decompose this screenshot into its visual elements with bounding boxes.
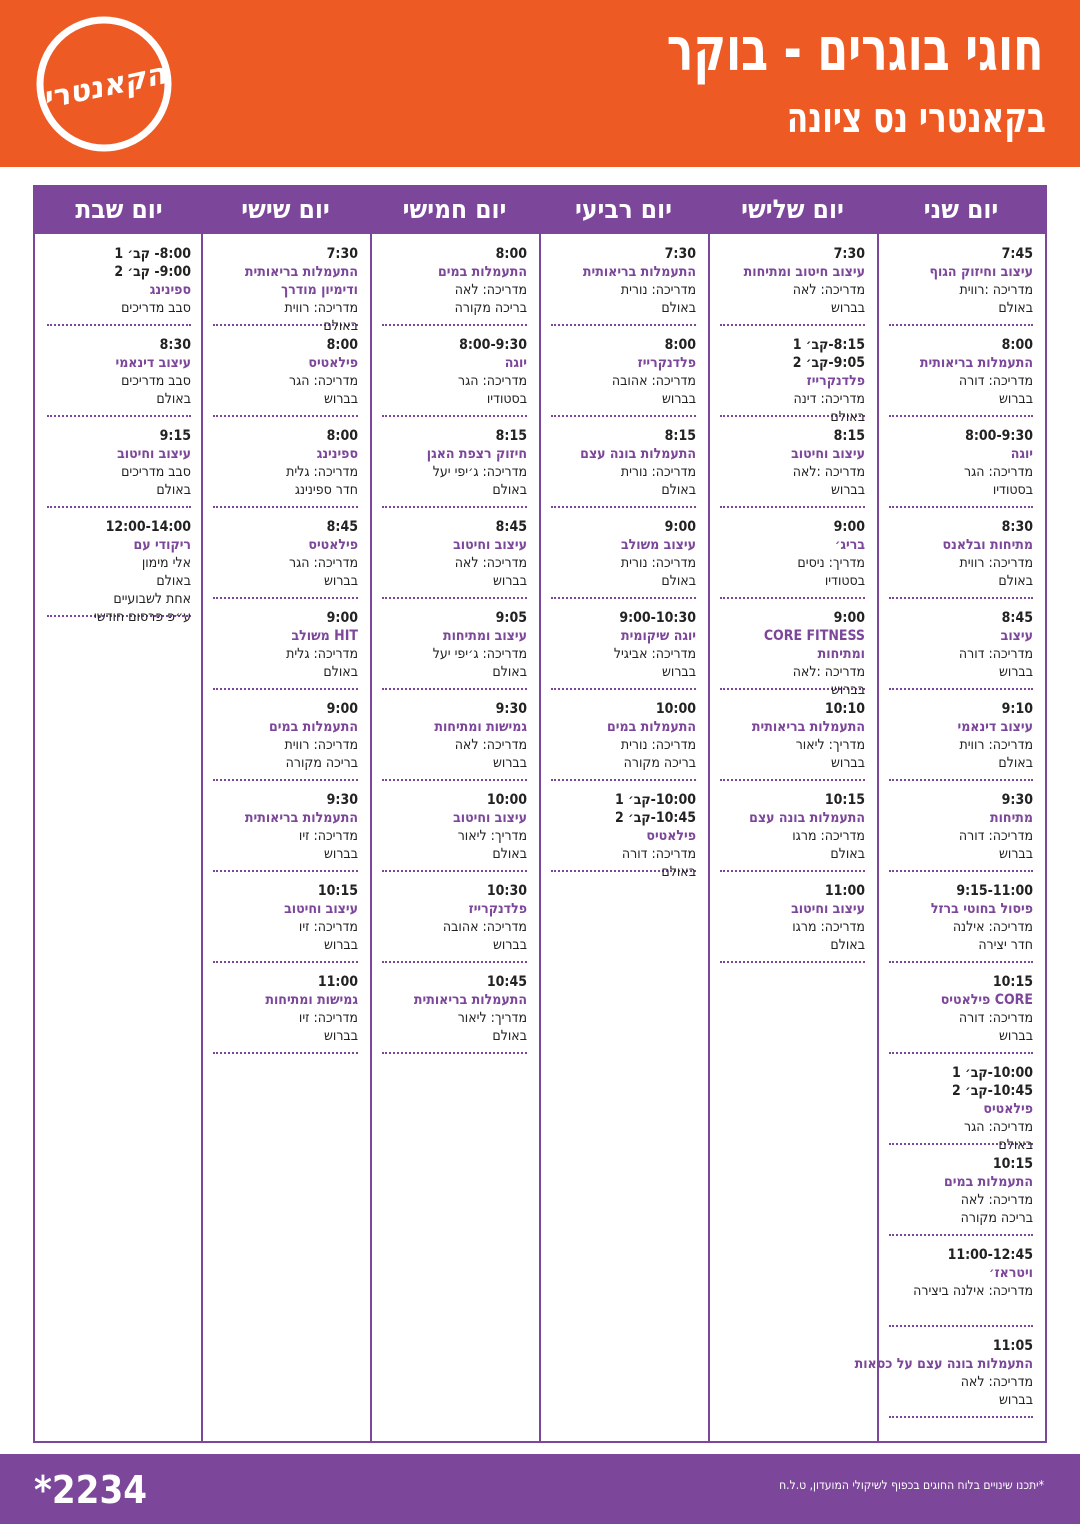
class-time: 7:30 xyxy=(326,246,358,262)
class-entry[interactable] xyxy=(720,791,865,872)
class-name: התעמלות במים xyxy=(607,719,696,735)
class-time: 10:00 xyxy=(655,701,696,717)
class-list xyxy=(382,245,527,1064)
class-instructor: מדריכה: זיו xyxy=(298,1010,358,1026)
class-time: 8:15 xyxy=(664,428,696,444)
class-name: עיצוב וחיטוב xyxy=(453,810,527,826)
class-location: באולם xyxy=(492,846,527,862)
class-name: פילאטיס xyxy=(646,828,696,844)
class-instructor: מדריכה: דינה xyxy=(793,391,865,407)
class-location: באולם xyxy=(156,391,191,407)
class-time: 10:30 xyxy=(486,883,527,899)
phone-number[interactable]: *2234 xyxy=(34,1468,148,1512)
class-location: אחת לשבועיים xyxy=(113,591,191,607)
class-name: ספינינג xyxy=(316,446,358,462)
class-instructor: סבב מדריכים xyxy=(121,464,191,480)
class-name: עיצוב וחיטוב xyxy=(284,901,358,917)
class-instructor: מדריכה :לאה xyxy=(792,464,865,480)
class-name: עיצוב וחיטוב xyxy=(117,446,191,462)
class-name: CORE פילאטיס xyxy=(940,992,1033,1008)
class-list xyxy=(551,245,696,882)
class-location: באולם xyxy=(156,573,191,589)
class-instructor: סבב מדריכים xyxy=(121,373,191,389)
class-time: 9:00 xyxy=(833,519,865,535)
class-instructor: מדריכה: לאה xyxy=(960,1374,1033,1390)
class-location: בברוש xyxy=(323,846,358,862)
page-title: חוגי בוגרים - בוקר xyxy=(667,15,1044,85)
class-instructor: מדריכה: ג׳יפי יעל xyxy=(432,464,527,480)
class-location: באולם xyxy=(492,482,527,498)
class-entry[interactable] xyxy=(889,518,1033,599)
class-instructor: מדריכה: הגר xyxy=(963,1119,1033,1135)
class-list xyxy=(213,245,358,1064)
class-name: התעמלות בריאותית xyxy=(413,992,527,1008)
class-entry[interactable] xyxy=(551,336,696,417)
class-time: 8:45 xyxy=(495,519,527,535)
class-location: בברוש xyxy=(998,1028,1033,1044)
class-location: בברוש xyxy=(830,682,865,698)
class-time-2: 10:45-קב׳ 2 xyxy=(951,1083,1033,1099)
class-time: 11:00 xyxy=(824,883,865,899)
class-name: יוגה שיקומית xyxy=(621,628,696,644)
class-name: התעמלות בונה עצם xyxy=(580,446,696,462)
class-entry[interactable] xyxy=(889,336,1033,417)
class-time: 9:00-10:30 xyxy=(619,610,696,626)
class-time: 8:45 xyxy=(326,519,358,535)
class-instructor: מדריכה: אילנה xyxy=(952,919,1033,935)
class-entry[interactable] xyxy=(720,336,865,425)
class-time: 10:00-קב׳ 1 xyxy=(951,1065,1033,1081)
class-name: התעמלות בונה עצם xyxy=(749,810,865,826)
class-entry[interactable] xyxy=(382,700,527,781)
class-time: 8:00 xyxy=(664,337,696,353)
class-instructor: מדריכה: דורה xyxy=(958,1010,1033,1026)
class-instructor: מדריכה: רווית xyxy=(959,737,1033,753)
class-instructor: מדריכה: נורית xyxy=(620,282,696,298)
class-time: 9:15 xyxy=(159,428,191,444)
class-list xyxy=(720,245,865,973)
class-instructor: מדריך: ליאור xyxy=(457,1010,527,1026)
day-header: יום רביעי xyxy=(574,195,673,225)
class-time: 8:00 xyxy=(495,246,527,262)
class-time: 8:30 xyxy=(159,337,191,353)
class-location: בריכה מקורה xyxy=(960,1210,1033,1226)
class-instructor: מדריכה: אהובה xyxy=(611,373,696,389)
class-time: 8:00 xyxy=(326,337,358,353)
class-name: התעמלות במים xyxy=(269,719,358,735)
class-instructor: מדריך: ניסים xyxy=(797,555,865,571)
class-name: מתיחות ובלאנס xyxy=(942,537,1033,553)
class-location: בריכה מקורה xyxy=(623,755,696,771)
class-entry[interactable] xyxy=(889,427,1033,508)
class-time: 10:00-קב׳ 1 xyxy=(614,792,696,808)
class-name: פילאטיס xyxy=(308,537,358,553)
day-column xyxy=(201,187,370,1441)
class-time: 9:30 xyxy=(495,701,527,717)
day-header: יום שישי xyxy=(241,195,330,225)
class-entry[interactable] xyxy=(213,518,358,599)
class-location: בברוש xyxy=(323,573,358,589)
class-entry[interactable] xyxy=(551,700,696,781)
class-entry[interactable] xyxy=(382,245,527,326)
class-location: באולם xyxy=(661,573,696,589)
class-name: התעמלות בריאותית xyxy=(244,810,358,826)
class-time: 8:45 xyxy=(1001,610,1033,626)
class-entry[interactable] xyxy=(382,518,527,599)
class-entry[interactable] xyxy=(720,518,865,599)
class-location: בברוש xyxy=(998,391,1033,407)
class-name: ספינינג xyxy=(149,282,191,298)
day-column xyxy=(370,187,539,1441)
class-location: באולם xyxy=(830,937,865,953)
page-subtitle: בקאנטרי נס ציונה xyxy=(786,93,1046,142)
class-location: באולם xyxy=(323,664,358,680)
class-name: חיזוק רצפת האגן xyxy=(426,446,527,462)
class-entry[interactable] xyxy=(213,882,358,963)
class-location: חדר יצירה xyxy=(978,937,1033,953)
class-location: באולם xyxy=(830,846,865,862)
class-location: בברוש xyxy=(323,937,358,953)
class-instructor: מדריכה: דורה xyxy=(958,828,1033,844)
class-location: בברוש xyxy=(998,846,1033,862)
class-instructor: מדריכה: לאה xyxy=(454,737,527,753)
class-name-2: ומתיחות xyxy=(817,646,865,662)
class-instructor: מדריכה: ג׳יפי יעל xyxy=(432,646,527,662)
day-header: יום חמישי xyxy=(402,195,507,225)
class-location: בריכה מקורה xyxy=(285,755,358,771)
class-entry[interactable] xyxy=(382,973,527,1054)
class-location: בברוש xyxy=(492,937,527,953)
class-name: התעמלות בריאותית xyxy=(582,264,696,280)
class-name: פילאטיס xyxy=(983,1101,1033,1117)
class-name: פילאטיס xyxy=(308,355,358,371)
class-location: בברוש xyxy=(998,1392,1033,1408)
class-location: באולם xyxy=(492,1028,527,1044)
class-name: עיצוב וחיטוב xyxy=(791,901,865,917)
column-divider xyxy=(539,187,541,1441)
class-time: 10:15 xyxy=(992,974,1033,990)
class-entry[interactable] xyxy=(720,700,865,781)
class-location: באולם xyxy=(323,318,358,334)
class-location: באולם xyxy=(998,1137,1033,1153)
class-time: 9:15-11:00 xyxy=(956,883,1033,899)
class-time: 10:45 xyxy=(486,974,527,990)
class-instructor: מדריכה :רווית xyxy=(959,282,1033,298)
class-name: יוגה xyxy=(504,355,527,371)
class-name: התעמלות בריאותית xyxy=(244,264,358,280)
class-name: פלדנקרייז xyxy=(806,373,865,389)
class-entry[interactable] xyxy=(47,518,191,625)
class-name: יוגה xyxy=(1010,446,1033,462)
class-location: באולם xyxy=(998,300,1033,316)
class-instructor: מדריכה: לאה xyxy=(792,282,865,298)
class-instructor: מדריכה: גלית xyxy=(286,464,358,480)
class-instructor: מדריכה: לאה xyxy=(960,1192,1033,1208)
class-instructor: מדריכה: מרגו xyxy=(792,828,865,844)
class-time: 9:30 xyxy=(1001,792,1033,808)
class-time: 7:30 xyxy=(664,246,696,262)
class-list xyxy=(854,245,1033,1428)
class-time: 8:30 xyxy=(1001,519,1033,535)
class-entry[interactable] xyxy=(47,245,191,326)
class-location: בברוש xyxy=(661,391,696,407)
class-instructor: מדריכה: אהובה xyxy=(442,919,527,935)
class-entry[interactable] xyxy=(889,1246,1033,1327)
class-instructor: מדריכה: רווית xyxy=(284,737,358,753)
class-entry[interactable] xyxy=(889,700,1033,781)
class-list xyxy=(47,245,191,627)
class-instructor: מדריכה: דורה xyxy=(958,646,1033,662)
class-instructor: מדריך: ליאור xyxy=(457,828,527,844)
class-entry[interactable] xyxy=(213,427,358,508)
class-location: בריכה מקורה xyxy=(454,300,527,316)
class-time: 9:00 xyxy=(326,701,358,717)
class-time: 8:00 xyxy=(1001,337,1033,353)
class-location: באולם xyxy=(998,755,1033,771)
class-name: עיצוב וחיזוק הגוף xyxy=(929,264,1033,280)
class-entry[interactable] xyxy=(213,609,358,690)
class-entry[interactable] xyxy=(382,427,527,508)
header-banner xyxy=(0,0,1080,167)
class-entry[interactable] xyxy=(889,1155,1033,1236)
class-time: 8:15 xyxy=(833,428,865,444)
class-name: גמישות ומתיחות xyxy=(265,992,358,1008)
class-instructor: מדריכה: גלית xyxy=(286,646,358,662)
class-name: התעמלות בריאותית xyxy=(919,355,1033,371)
class-entry[interactable] xyxy=(889,882,1033,963)
class-location: בברוש xyxy=(323,391,358,407)
class-time: 8:15 xyxy=(495,428,527,444)
column-divider xyxy=(877,187,879,1441)
class-location: בברוש xyxy=(830,755,865,771)
class-entry[interactable] xyxy=(551,609,696,690)
class-instructor: מדריכה: לאה xyxy=(454,555,527,571)
class-time: 11:00 xyxy=(317,974,358,990)
class-entry[interactable] xyxy=(47,336,191,417)
class-location: בסטודיו xyxy=(824,573,865,589)
class-instructor: מדריכה: אביגיל xyxy=(613,646,696,662)
class-location: חדר ספינינג xyxy=(294,482,358,498)
class-instructor: מדריכה: נורית xyxy=(620,555,696,571)
day-column xyxy=(854,187,1045,1441)
day-column xyxy=(708,187,877,1441)
class-location: באולם xyxy=(492,664,527,680)
class-location: בברוש xyxy=(492,573,527,589)
class-time: 10:10 xyxy=(824,701,865,717)
class-name: בריג׳ xyxy=(834,537,865,553)
class-time: 10:15 xyxy=(824,792,865,808)
class-instructor: מדריכה: נורית xyxy=(620,737,696,753)
class-time: 8:00-9:30 xyxy=(459,337,527,353)
class-entry[interactable] xyxy=(551,427,696,508)
class-location: באולם xyxy=(661,482,696,498)
class-name: CORE FITNESS xyxy=(763,628,865,644)
class-name-2: ודימיון מודרך xyxy=(281,282,358,298)
day-column xyxy=(539,187,708,1441)
class-time-2: 10:45-קב׳ 2 xyxy=(614,810,696,826)
class-instructor: מדריכה: זיו xyxy=(298,828,358,844)
class-name: עיצוב ומתיחות xyxy=(442,628,527,644)
class-name: פלדנקרייז xyxy=(468,901,527,917)
class-entry[interactable] xyxy=(213,791,358,872)
footer-disclaimer: *יתכנו שינויים בלוח החוגים בכפוף לשיקולי המועדון, ט.ל.ח xyxy=(779,1478,1044,1492)
class-instructor: מדריכה: לאה xyxy=(454,282,527,298)
day-header: יום שבת xyxy=(75,195,163,225)
class-time: 11:00-12:45 xyxy=(947,1247,1033,1263)
class-entry[interactable] xyxy=(551,245,696,326)
class-name: עיצוב משולב xyxy=(621,537,696,553)
class-time: 7:45 xyxy=(1001,246,1033,262)
class-name: עיצוב וחיטוב xyxy=(791,446,865,462)
class-location: באולם xyxy=(661,864,696,880)
day-column xyxy=(35,187,203,1441)
class-entry[interactable] xyxy=(213,336,358,417)
class-name: פלדנקרייז xyxy=(637,355,696,371)
class-location: בסטודיו xyxy=(486,391,527,407)
class-location: באולם xyxy=(998,573,1033,589)
class-entry[interactable] xyxy=(551,791,696,880)
class-time: 8:00-9:30 xyxy=(965,428,1033,444)
country-logo xyxy=(34,14,174,154)
class-entry[interactable] xyxy=(720,427,865,508)
class-location: באולם xyxy=(661,300,696,316)
class-name: התעמלות בריאותית xyxy=(751,719,865,735)
class-instructor: מדריכה: דורה xyxy=(958,373,1033,389)
class-name: גמישות ומתיחות xyxy=(434,719,527,735)
class-instructor: מדריכה: זיו xyxy=(298,919,358,935)
class-instructor: מדריכה: רווית xyxy=(959,555,1033,571)
class-entry[interactable] xyxy=(720,882,865,963)
class-location: בברוש xyxy=(492,755,527,771)
class-entry[interactable] xyxy=(382,609,527,690)
class-time: 9:10 xyxy=(1001,701,1033,717)
class-entry[interactable] xyxy=(213,245,358,334)
class-time: 9:05 xyxy=(495,610,527,626)
class-location: ע״פ פרסום חודשי xyxy=(93,609,191,625)
class-instructor: מדריכה: הגר xyxy=(457,373,527,389)
class-name: HIT משולב xyxy=(291,628,358,644)
class-instructor: מדריכה: רווית xyxy=(284,300,358,316)
class-location: בברוש xyxy=(830,482,865,498)
class-instructor: מדריך: ליאור xyxy=(795,737,865,753)
class-instructor: מדריכה: הגר xyxy=(963,464,1033,480)
column-divider xyxy=(708,187,710,1441)
class-time: 9:30 xyxy=(326,792,358,808)
class-time-2: 9:05-קב׳ 2 xyxy=(792,355,865,371)
class-name: התעמלות במים xyxy=(944,1174,1033,1190)
class-entry[interactable] xyxy=(889,791,1033,872)
class-location: בברוש xyxy=(323,1028,358,1044)
class-instructor: מדריכה: מרגו xyxy=(792,919,865,935)
class-time: 8:15-קב׳ 1 xyxy=(792,337,865,353)
class-instructor: אלי מימון xyxy=(141,555,191,571)
class-location: באולם xyxy=(830,409,865,425)
class-instructor: מדריכה: נורית xyxy=(620,464,696,480)
class-name: עיצוב חיטוב ומתיחות xyxy=(743,264,865,280)
class-name: עיצוב xyxy=(1000,628,1033,644)
class-entry[interactable] xyxy=(889,609,1033,690)
class-entry[interactable] xyxy=(213,700,358,781)
class-instructor: מדריכה :לאה xyxy=(792,664,865,680)
class-location: בסטודיו xyxy=(992,482,1033,498)
class-name: מתיחות xyxy=(989,810,1033,826)
class-name: התעמלות במים xyxy=(438,264,527,280)
class-name: התעמלות בונה עצם על כסאות xyxy=(854,1356,1033,1372)
class-time: 11:05 xyxy=(992,1338,1033,1354)
class-entry[interactable] xyxy=(382,336,527,417)
class-time: 8:00- קב׳ 1 xyxy=(114,246,191,262)
class-entry[interactable] xyxy=(720,245,865,326)
class-time: 9:00 xyxy=(833,610,865,626)
class-time: 9:00 xyxy=(664,519,696,535)
class-entry[interactable] xyxy=(889,973,1033,1054)
class-location: בברוש xyxy=(661,664,696,680)
class-entry[interactable] xyxy=(720,609,865,698)
day-header: יום שני xyxy=(923,195,999,225)
class-time: 7:30 xyxy=(833,246,865,262)
class-location: בברוש xyxy=(830,300,865,316)
class-time: 8:00 xyxy=(326,428,358,444)
class-name: עיצוב דינאמי xyxy=(115,355,191,371)
class-name: ויטראז׳ xyxy=(989,1265,1033,1281)
class-time: 10:15 xyxy=(992,1156,1033,1172)
class-entry[interactable] xyxy=(889,1064,1033,1153)
class-time: 9:00 xyxy=(326,610,358,626)
logo-text: הקאנטרי xyxy=(39,56,170,117)
class-location: בברוש xyxy=(998,664,1033,680)
class-entry[interactable] xyxy=(47,427,191,508)
schedule-table xyxy=(33,185,1047,1443)
class-instructor: מדריכה: הגר xyxy=(288,373,358,389)
class-name: עיצוב דינאמי xyxy=(957,719,1033,735)
class-instructor: מדריכה: דורה xyxy=(621,846,696,862)
day-header: יום שלישי xyxy=(741,195,844,225)
class-entry[interactable] xyxy=(382,882,527,963)
class-location: באולם xyxy=(156,482,191,498)
class-instructor: סבב מדריכים xyxy=(121,300,191,316)
class-entry[interactable] xyxy=(854,1337,1033,1418)
class-time: 10:15 xyxy=(317,883,358,899)
class-entry[interactable] xyxy=(551,518,696,599)
class-entry[interactable] xyxy=(382,791,527,872)
class-instructor: מדריכה: אילנה ביצירה xyxy=(913,1283,1033,1299)
class-name: ריקודי עם xyxy=(133,537,191,553)
class-name: פיסול בחוטי ברזל xyxy=(930,901,1033,917)
class-entry[interactable] xyxy=(889,245,1033,326)
class-time: 10:00 xyxy=(486,792,527,808)
column-divider xyxy=(370,187,372,1441)
class-instructor: מדריכה: הגר xyxy=(288,555,358,571)
class-name: עיצוב וחיטוב xyxy=(453,537,527,553)
class-entry[interactable] xyxy=(213,973,358,1054)
class-time-2: 9:00- קב׳ 2 xyxy=(114,264,191,280)
class-time: 12:00-14:00 xyxy=(105,519,191,535)
